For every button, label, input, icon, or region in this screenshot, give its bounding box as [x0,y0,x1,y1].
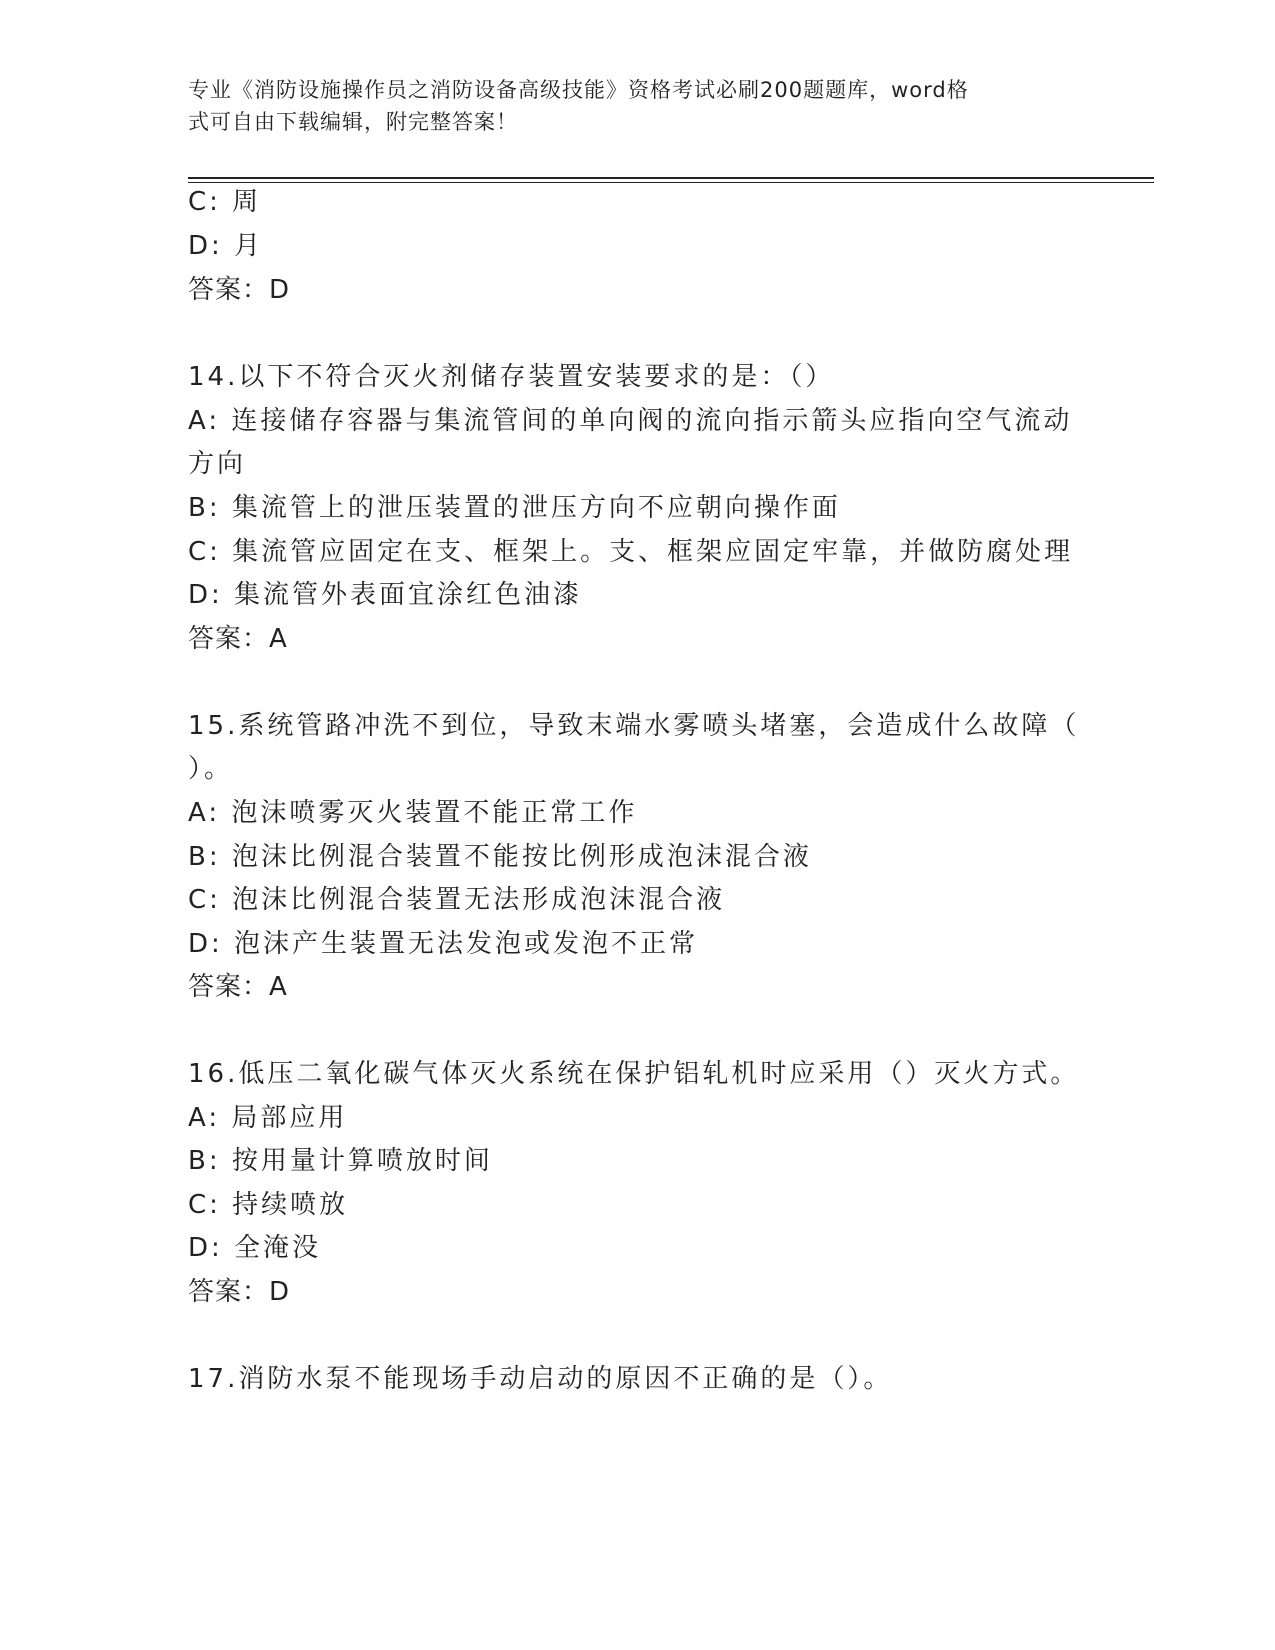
q16-answer: 答案：D [188,1277,291,1307]
q15-option-a: A: 泡沫喷雾灭火装置不能正常工作 [188,798,638,828]
q15-stem-line-2: ）。 [188,754,234,784]
q15-stem-line-1: 15.系统管路冲洗不到位，导致末端水雾喷头堵塞，会造成什么故障（ [188,711,1080,741]
q15-option-c: C: 泡沫比例混合装置无法形成泡沫混合液 [188,885,726,915]
q14-stem: 14.以下不符合灭火剂储存装置安装要求的是：（） [188,362,835,392]
q17-stem: 17.消防水泵不能现场手动启动的原因不正确的是（）。 [188,1364,893,1394]
q16-option-d: D: 全淹没 [188,1233,322,1263]
q16-option-b: B: 按用量计算喷放时间 [188,1146,493,1176]
header-line-2: 式可自由下载编辑，附完整答案！ [188,110,518,134]
q16-option-a: A: 局部应用 [188,1103,348,1133]
prev-option-c: C: 周 [188,187,262,217]
q14-answer: 答案：A [188,624,288,654]
prev-option-d: D: 月 [188,231,264,261]
q16-option-c: C: 持续喷放 [188,1190,349,1220]
q14-option-c: C: 集流管应固定在支、框架上。支、框架应固定牢靠，并做防腐处理 [188,537,1074,567]
prev-answer: 答案：D [188,275,291,305]
q15-option-d: D: 泡沫产生装置无法发泡或发泡不正常 [188,929,699,959]
q14-option-d: D: 集流管外表面宜涂红色油漆 [188,580,583,610]
header-divider-thick [188,177,1154,179]
document-header [188,74,1068,138]
header-line-1: 专业《消防设施操作员之消防设备高级技能》资格考试必刷200题题库，word格 [188,78,969,102]
q15-answer: 答案：A [188,972,288,1002]
q14-option-a-line-2: 方向 [188,449,247,479]
q14-option-b: B: 集流管上的泄压装置的泄压方向不应朝向操作面 [188,493,841,523]
q16-stem: 16.低压二氧化碳气体灭火系统在保护铝轧机时应采用（）灭火方式。 [188,1059,1080,1089]
q15-option-b: B: 泡沫比例混合装置不能按比例形成泡沫混合液 [188,842,812,872]
q14-option-a-line-1: A: 连接储存容器与集流管间的单向阀的流向指示箭头应指向空气流动 [188,406,1073,436]
header-divider-thin [188,182,1154,183]
